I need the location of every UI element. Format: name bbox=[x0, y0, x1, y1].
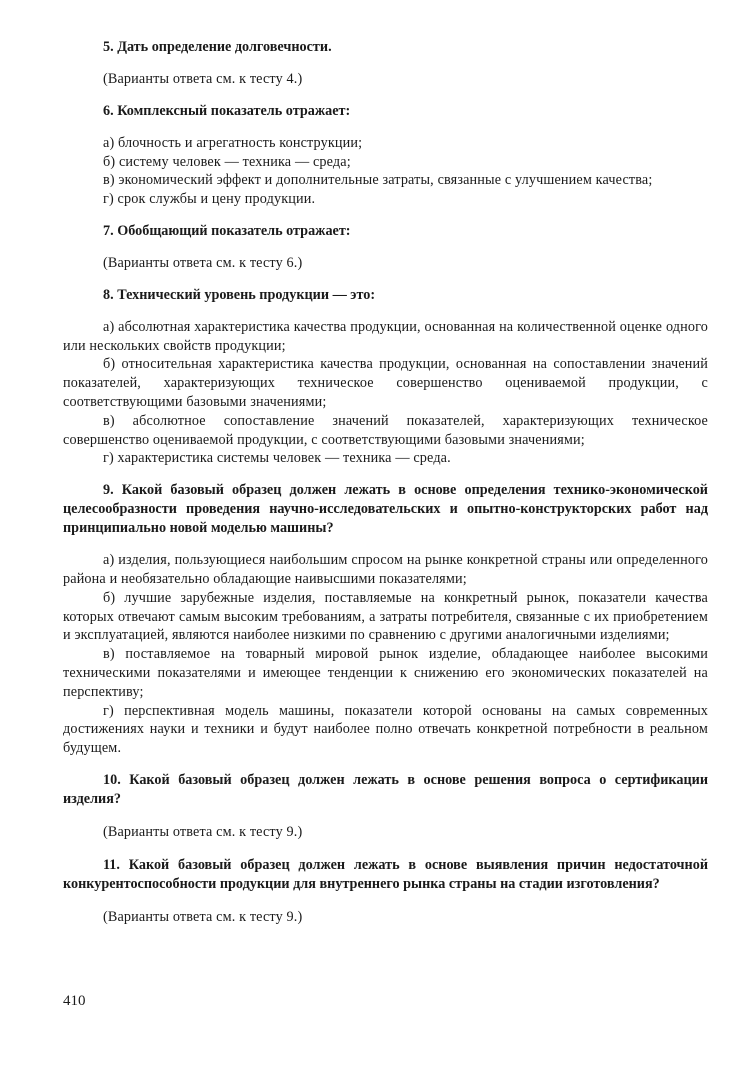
question-11: 11. Какой базовый образец должен лежать в основе выявления причин недостаточной конкурентоспособности продукции для внутреннего рынка страны на стадии изготовления? bbox=[63, 856, 708, 892]
question-9: 9. Какой базовый образец должен лежать в основе определения технико-экономической целесообразности проведения научно-исследовательских и опытно-конструкторских работ над принципиально новой моделью машины? bbox=[63, 482, 708, 537]
question-5: 5. Дать определение долговечности. bbox=[103, 39, 332, 55]
question-8-option-b: б) относительная характеристика качества продукции, основанная на сопоставлении значений показателей, характеризующих техническое совершенство оцениваемой продукции, с соответствующими базовыми значениями; bbox=[63, 356, 708, 410]
question-11-reference: (Варианты ответа см. к тесту 9.) bbox=[103, 908, 303, 925]
question-7-reference: (Варианты ответа см. к тесту 6.) bbox=[103, 254, 303, 271]
page-content bbox=[63, 38, 708, 927]
page-number: 410 bbox=[63, 993, 86, 1009]
question-9-option-d: г) перспективная модель машины, показатели которой основаны на самых современных достижениях науки и техники и будут наиболее полно отвечать конкретной потребности в реальном будущем. bbox=[63, 702, 708, 757]
question-6-option-a: а) блочность и агрегатность конструкции; bbox=[103, 134, 363, 151]
question-9-option-a: а) изделия, пользующиеся наибольшим спросом на рынке конкретной страны или определенного района и необязательно обладающие наивысшими показателями; bbox=[63, 552, 708, 587]
question-8-option-c: в) абсолютное сопоставление значений показателей, характеризующих техническое совершенство оцениваемой продукции, с соответствующими базовыми значениями; bbox=[63, 412, 708, 448]
question-10: 10. Какой базовый образец должен лежать в основе решения вопроса о сертификации изделия? bbox=[63, 771, 708, 807]
question-9-option-b: б) лучшие зарубежные изделия, поставляемые на конкретный рынок, показатели качества которых отвечают самым высоким требованиям, а затраты потребителя, связанные с их приобретением и эксплуатацией, являются наиболее низкими по сравнению с другими аналогичными изделиями; bbox=[63, 589, 708, 644]
question-6-option-c: в) экономический эффект и дополнительные затраты, связанные с улучшением качества; bbox=[103, 172, 653, 189]
question-10-reference: (Варианты ответа см. к тесту 9.) bbox=[103, 823, 303, 840]
question-8-option-d: г) характеристика системы человек — техника — среда. bbox=[103, 450, 451, 467]
question-5-reference: (Варианты ответа см. к тесту 4.) bbox=[103, 71, 303, 87]
question-8-option-a: а) абсолютная характеристика качества продукции, основанная на количественной оценке одного или нескольких свойств продукции; bbox=[63, 318, 708, 354]
question-7: 7. Обобщающий показатель отражает: bbox=[103, 222, 351, 239]
question-6: 6. Комплексный показатель отражает: bbox=[103, 102, 351, 119]
question-6-option-d: г) срок службы и цену продукции. bbox=[103, 191, 316, 208]
question-8: 8. Технический уровень продукции — это: bbox=[103, 286, 376, 303]
question-6-option-b: б) систему человек — техника — среда; bbox=[103, 153, 351, 170]
question-9-option-c: в) поставляемое на товарный мировой рынок изделие, обладающее наиболее высокими техническими показателями и имеющее тенденции к снижению его экономических показателей на перспективу; bbox=[63, 646, 708, 700]
